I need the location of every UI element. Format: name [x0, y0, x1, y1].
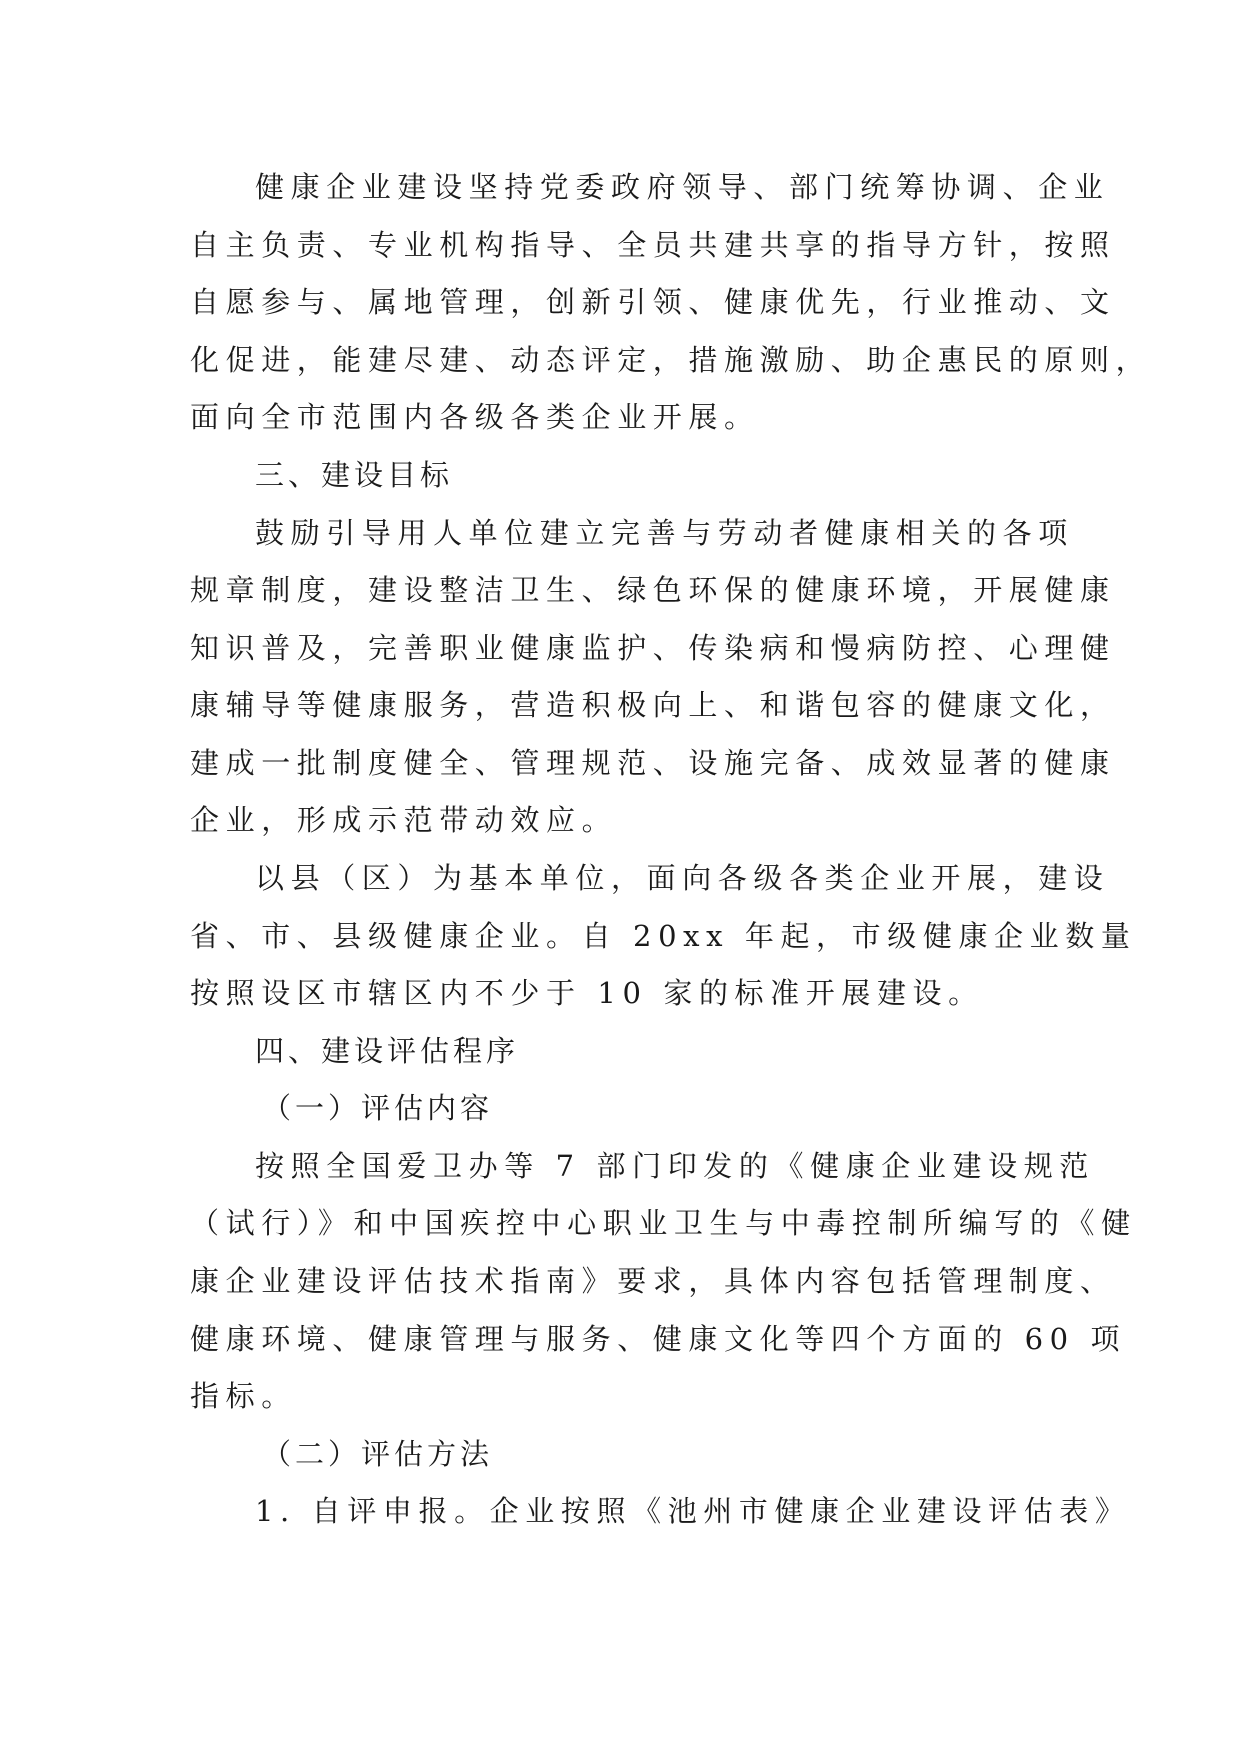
paragraph-line: 康企业建设评估技术指南》要求，具体内容包括管理制度、: [190, 1264, 1116, 1298]
paragraph-line: 企业，形成示范带动效应。: [190, 803, 618, 837]
paragraph-line: 化促进，能建尽建、动态评定，措施激励、助企惠民的原则，: [190, 343, 1152, 377]
paragraph-line: （试行）》和中国疾控中心职业卫生与中毒控制所编写的《健: [190, 1206, 1137, 1240]
section-heading: 四、建设评估程序: [255, 1034, 520, 1068]
paragraph-line: 按照设区市辖区内不少于 10 家的标准开展建设。: [190, 976, 984, 1010]
paragraph-line: 知识普及，完善职业健康监护、传染病和慢病防控、心理健: [190, 631, 1116, 665]
paragraph-line: 以县（区）为基本单位，面向各级各类企业开展，建设: [255, 861, 1110, 895]
paragraph-line: 健康企业建设坚持党委政府领导、部门统筹协调、企业: [255, 170, 1110, 204]
paragraph-line: 自愿参与、属地管理，创新引领、健康优先，行业推动、文: [190, 285, 1116, 319]
paragraph-line: 按照全国爱卫办等 7 部门印发的《健康企业建设规范: [255, 1149, 1095, 1183]
subsection-heading: （一）评估内容: [262, 1091, 494, 1125]
paragraph-line: 健康环境、健康管理与服务、健康文化等四个方面的 60 项: [190, 1322, 1127, 1356]
paragraph-line: 指标。: [190, 1379, 297, 1413]
paragraph-line: 鼓励引导用人单位建立完善与劳动者健康相关的各项: [255, 516, 1074, 550]
paragraph-line: 规章制度，建设整洁卫生、绿色环保的健康环境，开展健康: [190, 573, 1116, 607]
paragraph-line: 康辅导等健康服务，营造积极向上、和谐包容的健康文化，: [190, 688, 1116, 722]
paragraph-line: 建成一批制度健全、管理规范、设施完备、成效显著的健康: [190, 746, 1116, 780]
paragraph-line: 省、市、县级健康企业。自 20xx 年起，市级健康企业数量: [190, 919, 1137, 953]
paragraph-line: 面向全市范围内各级各类企业开展。: [190, 400, 760, 434]
paragraph-line: 1. 自评申报。企业按照《池州市健康企业建设评估表》: [255, 1494, 1131, 1528]
subsection-heading: （二）评估方法: [262, 1437, 494, 1471]
section-heading: 三、建设目标: [255, 458, 454, 492]
paragraph-line: 自主负责、专业机构指导、全员共建共享的指导方针，按照: [190, 228, 1116, 262]
